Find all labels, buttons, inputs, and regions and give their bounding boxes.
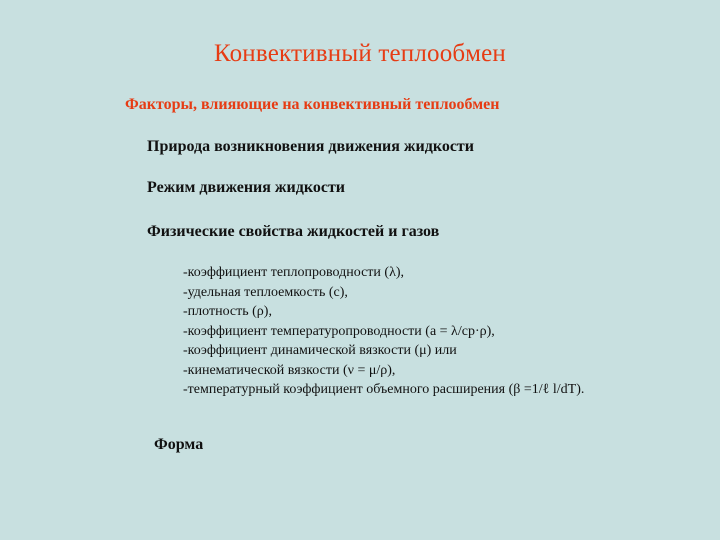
property-item: -удельная теплоемкость (с), bbox=[183, 284, 348, 300]
factor-item: Режим движения жидкости bbox=[147, 179, 346, 196]
factor-item-form: Форма bbox=[154, 436, 204, 453]
property-item: -коэффициент динамической вязкости (μ) или bbox=[183, 343, 457, 358]
property-item: -кинематической вязкости (ν = μ/ρ), bbox=[183, 362, 396, 378]
factor-item: Физические свойства жидкостей и газов bbox=[147, 223, 440, 240]
property-item: -температурный коэффициент объемного расширения (β =1/ℓ l/dT). bbox=[183, 382, 585, 397]
properties-list bbox=[183, 263, 584, 400]
property-item: -коэффициент теплопроводности (λ), bbox=[183, 265, 405, 280]
property-item: -плотность (ρ), bbox=[183, 304, 272, 319]
slide-title: Конвективный теплообмен bbox=[213, 40, 507, 67]
property-item: -коэффициент температуропроводности (а = λ/cр·ρ), bbox=[183, 323, 495, 339]
factor-item: Природа возникновения движения жидкости bbox=[147, 138, 475, 155]
slide-subtitle: Факторы, влияющие на конвективный теплообмен bbox=[125, 96, 500, 113]
